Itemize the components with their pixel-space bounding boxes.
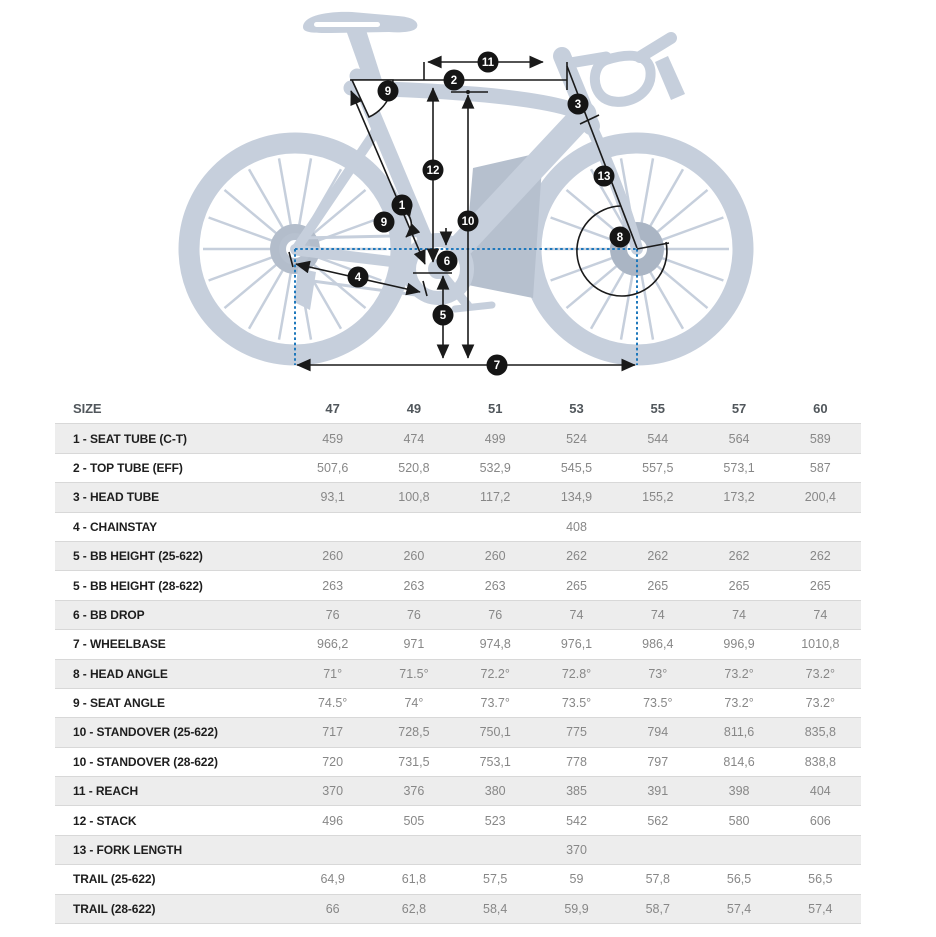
spec-value: 589 (809, 431, 831, 446)
spec-value: 775 (566, 725, 587, 740)
table-row (55, 894, 861, 923)
spec-value: 499 (484, 431, 506, 446)
spec-value: 520,8 (398, 460, 430, 475)
marker-5 (433, 305, 454, 326)
marker-11 (478, 52, 499, 73)
table-row (55, 864, 861, 893)
spec-value: 474 (403, 431, 425, 446)
svg-text:3: 3 (574, 99, 582, 111)
spec-value: 74 (813, 607, 828, 622)
table-row (55, 482, 861, 511)
row-label: 2 - TOP TUBE (EFF) (73, 460, 183, 475)
size-header: 49 (406, 401, 422, 417)
svg-text:5: 5 (439, 310, 447, 322)
row-label: 11 - REACH (73, 784, 139, 799)
spec-value: 74 (650, 607, 665, 622)
spec-value: 385 (566, 784, 587, 799)
bike-silhouette (189, 12, 743, 355)
size-column-header: SIZE (73, 401, 102, 417)
svg-text:6: 6 (443, 256, 451, 268)
svg-text:2: 2 (450, 75, 458, 87)
spec-value: 753,1 (479, 754, 511, 769)
spec-value: 74 (732, 607, 747, 622)
row-label: 13 - FORK LENGTH (73, 843, 183, 858)
row-label: 1 - SEAT TUBE (C-T) (73, 431, 187, 446)
spec-value: 100,8 (398, 490, 430, 505)
spec-value: 74.5° (317, 696, 348, 711)
spec-value: 64,9 (320, 872, 345, 887)
spec-value: 778 (566, 754, 587, 769)
spec-value: 587 (809, 460, 831, 475)
row-label: TRAIL (28-622) (73, 901, 156, 916)
spec-value: 57,4 (726, 901, 752, 916)
spec-value: 56,5 (808, 872, 833, 887)
spec-value: 564 (728, 431, 750, 446)
spec-value: 73.7° (480, 696, 510, 711)
table-row (55, 570, 861, 599)
svg-text:1: 1 (398, 200, 406, 212)
spec-value: 728,5 (398, 725, 430, 740)
marker-1 (392, 195, 413, 216)
row-label: TRAIL (25-622) (73, 872, 156, 887)
spec-value: 717 (322, 725, 344, 740)
spec-value: 507,6 (317, 460, 349, 475)
spec-value: 966,2 (317, 637, 349, 652)
table-row (55, 776, 861, 805)
marker-2 (444, 70, 465, 91)
table-row (55, 423, 861, 452)
table-row (55, 541, 861, 570)
spec-value: 532,9 (479, 460, 511, 475)
spec-value: 811,6 (723, 725, 755, 740)
row-label: 9 - SEAT ANGLE (73, 696, 165, 711)
marker-7 (487, 355, 508, 376)
row-label: 10 - STANDOVER (28-622) (73, 754, 218, 769)
spec-value: 996,9 (723, 637, 755, 652)
size-header: 55 (650, 401, 666, 417)
row-label: 4 - CHAINSTAY (73, 519, 158, 534)
table-row (55, 717, 861, 746)
spec-value: 265 (647, 578, 669, 593)
spec-value: 58,7 (645, 901, 670, 916)
spec-value: 59,9 (564, 901, 589, 916)
size-header: 57 (731, 401, 747, 417)
spec-value: 263 (484, 578, 506, 593)
spec-value: 76 (325, 607, 340, 622)
spec-value: 262 (647, 549, 669, 564)
marker-9-top (378, 81, 399, 102)
spec-value: 72.2° (480, 666, 510, 681)
row-label: 7 - WHEELBASE (73, 637, 166, 652)
table-row (55, 805, 861, 834)
marker-6 (437, 251, 458, 272)
spec-value: 262 (566, 549, 587, 564)
rear-derailleur (294, 268, 316, 310)
spec-value: 73.2° (805, 696, 835, 711)
row-label: 5 - BB HEIGHT (25-622) (73, 549, 203, 564)
spec-value: 265 (566, 578, 587, 593)
spec-value: 542 (566, 813, 587, 828)
spec-value: 200,4 (804, 490, 836, 505)
table-row (55, 659, 861, 688)
geometry-table (55, 394, 861, 924)
table-row (55, 512, 861, 541)
spec-value: 72.8° (561, 666, 592, 681)
table-row (55, 629, 861, 658)
marker-12 (423, 160, 444, 181)
spec-value: 73.2° (724, 696, 754, 711)
spec-value-merged: 370 (566, 843, 587, 858)
spec-value: 71° (323, 666, 343, 681)
spec-value: 74° (404, 696, 424, 711)
spec-value: 260 (403, 549, 425, 564)
spec-value: 562 (647, 813, 669, 828)
size-header: 47 (325, 401, 340, 417)
spec-value: 370 (322, 784, 344, 799)
table-row (55, 835, 861, 864)
spec-value: 557,5 (642, 460, 674, 475)
spec-value: 260 (322, 549, 344, 564)
handlebar (595, 38, 685, 102)
spec-value: 155,2 (642, 490, 674, 505)
table-row (55, 747, 861, 776)
marker-3 (568, 94, 589, 115)
spec-value: 76 (488, 607, 503, 622)
spec-value: 971 (403, 637, 425, 652)
spec-value: 750,1 (479, 725, 511, 740)
spec-value: 134,9 (560, 490, 593, 505)
marker-13 (594, 166, 615, 187)
spec-value-merged: 408 (566, 519, 587, 534)
spec-value: 73.5° (561, 696, 592, 711)
svg-text:4: 4 (354, 272, 362, 284)
table-row (55, 688, 861, 717)
spec-value: 398 (728, 784, 750, 799)
spec-value: 794 (647, 725, 669, 740)
spec-value: 720 (322, 754, 344, 769)
size-header: 60 (813, 401, 828, 417)
row-label: 12 - STACK (73, 813, 137, 828)
svg-text:13: 13 (597, 171, 611, 183)
svg-text:9: 9 (380, 217, 388, 229)
spec-value: 376 (403, 784, 425, 799)
spec-value: 380 (484, 784, 506, 799)
spec-value: 61,8 (401, 872, 427, 887)
spec-value: 73.2° (805, 666, 835, 681)
svg-text:7: 7 (493, 360, 501, 372)
svg-text:11: 11 (481, 57, 495, 69)
marker-9-bottom (374, 212, 395, 233)
spec-value: 404 (809, 784, 831, 799)
spec-value: 573,1 (723, 460, 755, 475)
spec-value: 974,8 (479, 637, 511, 652)
spec-value: 580 (728, 813, 750, 828)
bike-geometry-diagram (0, 0, 936, 392)
spec-value: 173,2 (723, 490, 755, 505)
spec-value: 263 (403, 578, 425, 593)
spec-value: 731,5 (398, 754, 430, 769)
spec-value: 117,2 (480, 490, 511, 505)
spec-value: 73° (648, 666, 668, 681)
spec-value: 263 (322, 578, 344, 593)
spec-value: 58,4 (483, 901, 508, 916)
spec-value: 544 (647, 431, 669, 446)
svg-text:9: 9 (384, 86, 392, 98)
spec-value: 838,8 (804, 754, 836, 769)
svg-text:8: 8 (616, 232, 624, 244)
spec-value: 66 (325, 901, 340, 916)
spec-value: 976,1 (560, 637, 593, 652)
marker-4 (348, 267, 369, 288)
spec-value: 835,8 (804, 725, 836, 740)
spec-value: 986,4 (642, 637, 674, 652)
spec-value: 265 (809, 578, 831, 593)
size-header: 51 (487, 401, 503, 417)
row-label: 8 - HEAD ANGLE (73, 666, 168, 681)
marker-10 (458, 211, 479, 232)
table-header-row (55, 394, 861, 423)
spec-value: 606 (809, 813, 831, 828)
spec-value: 524 (566, 431, 587, 446)
spec-value: 57,4 (808, 901, 833, 916)
spec-value: 73.5° (643, 696, 673, 711)
spec-value: 459 (322, 431, 344, 446)
spec-value: 93,1 (320, 490, 345, 505)
spec-value: 56,5 (726, 872, 752, 887)
spec-value: 391 (647, 784, 669, 799)
spec-value: 71.5° (399, 666, 429, 681)
spec-value: 57,8 (645, 872, 670, 887)
svg-text:12: 12 (426, 165, 440, 177)
spec-value: 73.2° (724, 666, 754, 681)
row-label: 3 - HEAD TUBE (73, 490, 160, 505)
size-header: 53 (569, 401, 584, 417)
row-label: 5 - BB HEIGHT (28-622) (73, 578, 203, 593)
spec-value: 76 (406, 607, 421, 622)
spec-value: 814,6 (723, 754, 755, 769)
spec-value: 59 (569, 872, 584, 887)
spec-value: 496 (322, 813, 344, 828)
spec-value: 262 (809, 549, 831, 564)
spec-value: 545,5 (560, 460, 593, 475)
row-label: 10 - STANDOVER (25-622) (73, 725, 218, 740)
spec-value: 57,5 (483, 872, 508, 887)
table-row (55, 600, 861, 629)
spec-value: 62,8 (401, 901, 427, 916)
marker-8 (610, 227, 631, 248)
spec-value: 74 (569, 607, 584, 622)
spec-value: 262 (728, 549, 750, 564)
spec-value: 505 (403, 813, 425, 828)
spec-value: 797 (647, 754, 669, 769)
spec-value: 260 (484, 549, 506, 564)
spec-value: 1010,8 (801, 637, 840, 652)
table-row (55, 453, 861, 482)
spec-value: 265 (728, 578, 750, 593)
svg-text:10: 10 (461, 216, 475, 228)
row-label: 6 - BB DROP (73, 607, 145, 622)
spec-value: 523 (484, 813, 506, 828)
